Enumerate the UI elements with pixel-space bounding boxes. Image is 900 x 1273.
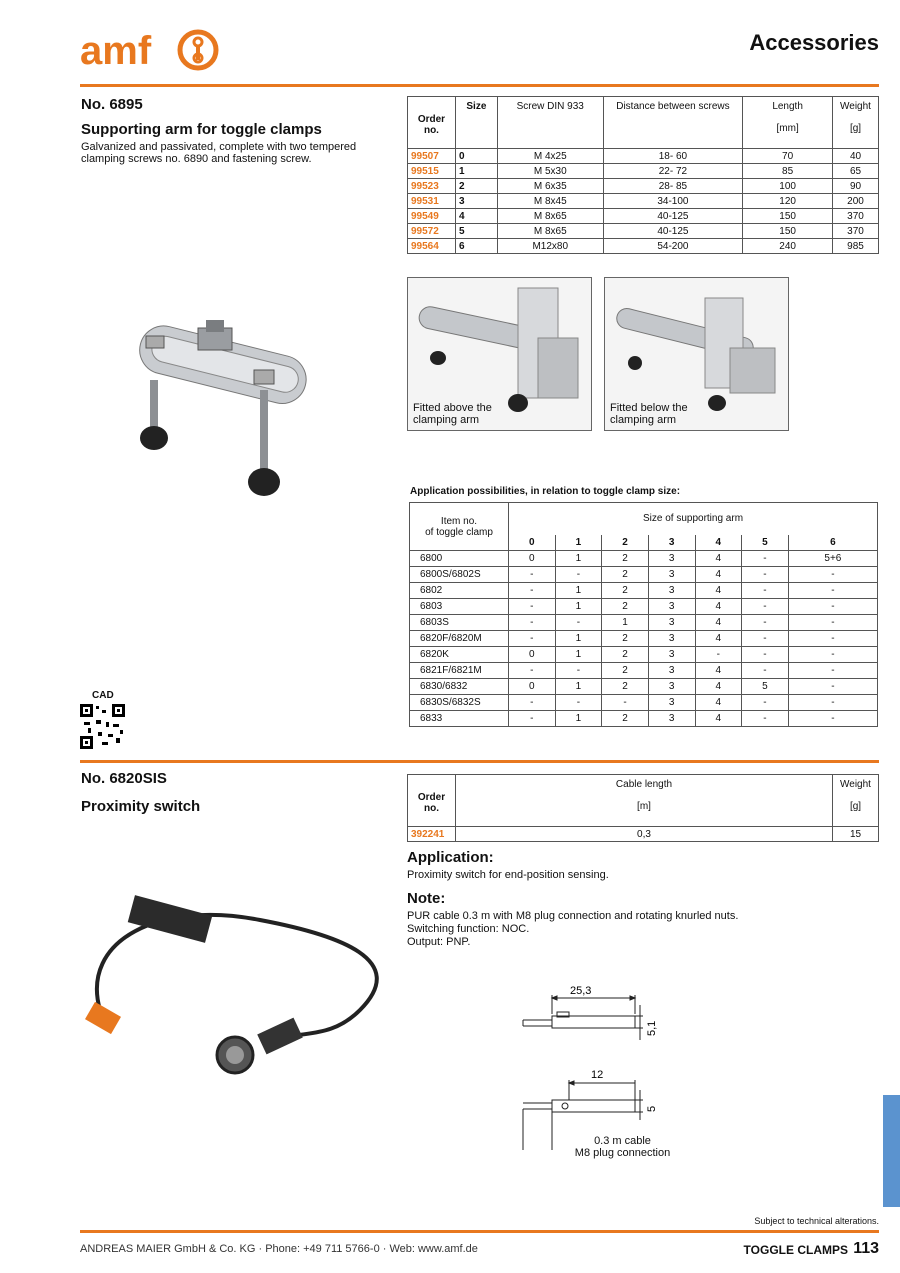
logo-text: amf xyxy=(80,29,152,73)
table-cell: - xyxy=(509,615,556,631)
product-description: Galvanized and passivated, complete with two tempered clamping screws no. 6890 and fastening screw. xyxy=(81,141,357,165)
table-cell: - xyxy=(788,631,877,647)
photo-fitted-below xyxy=(604,277,789,431)
table-cell: 3 xyxy=(648,663,695,679)
page-number: 113 xyxy=(853,1240,879,1257)
application-table xyxy=(409,502,878,727)
table-cell: 2 xyxy=(602,567,649,583)
table-cell: 3 xyxy=(648,695,695,711)
table-cell: 2 xyxy=(602,551,649,567)
table-row xyxy=(410,599,878,615)
table-cell: 4 xyxy=(695,695,742,711)
switch-cable-length: 0,3 xyxy=(456,827,833,842)
table-row xyxy=(410,583,878,599)
dim-5: 5 xyxy=(646,1105,658,1112)
table-cell: - xyxy=(742,615,789,631)
order-table-header xyxy=(408,97,879,149)
table-cell: - xyxy=(742,711,789,727)
table-cell: 4 xyxy=(695,711,742,727)
table-cell: - xyxy=(555,695,602,711)
table-cell: 65 xyxy=(833,164,879,179)
order-number[interactable]: 99564 xyxy=(408,239,456,254)
switch-order-no[interactable]: 392241 xyxy=(408,827,456,842)
table-cell: 54-200 xyxy=(603,239,743,254)
table-cell: 1 xyxy=(555,679,602,695)
switch-header-order: Order no. xyxy=(408,775,456,827)
table-cell: 40-125 xyxy=(603,224,743,239)
table-row xyxy=(408,224,879,239)
order-number[interactable]: 99507 xyxy=(408,149,456,164)
toggle-clamp-item: 6821F/6821M xyxy=(410,663,509,679)
caption-fitted-below: Fitted below the clamping arm xyxy=(610,402,688,426)
switch-weight: 15 xyxy=(833,827,879,842)
switch-table xyxy=(407,774,879,842)
table-cell: 1 xyxy=(555,647,602,663)
table-cell: 0 xyxy=(455,149,497,164)
table-cell: 4 xyxy=(695,631,742,647)
table-cell: - xyxy=(742,647,789,663)
product-number-6895: No. 6895 xyxy=(81,96,143,113)
table-cell: 4 xyxy=(695,583,742,599)
note-text: PUR cable 0.3 m with M8 plug connection and rotating knurled nuts. Switching function: NOC. Output: PNP. xyxy=(407,910,739,948)
table-row xyxy=(408,194,879,209)
table-cell: - xyxy=(788,567,877,583)
table-cell: 90 xyxy=(833,179,879,194)
table-cell: 2 xyxy=(602,631,649,647)
header-screw: Screw DIN 933 xyxy=(497,97,603,149)
table-cell: 1 xyxy=(602,615,649,631)
table-cell: - xyxy=(788,599,877,615)
toggle-clamp-item: 6833 xyxy=(410,711,509,727)
application-heading: Application: xyxy=(407,849,494,866)
toggle-clamp-item: 6830/6832 xyxy=(410,679,509,695)
size-col-header: 5 xyxy=(742,535,789,551)
table-cell: - xyxy=(788,583,877,599)
size-col-header: 1 xyxy=(555,535,602,551)
table-cell: 0 xyxy=(509,551,556,567)
order-number[interactable]: 99515 xyxy=(408,164,456,179)
table-cell: M 4x25 xyxy=(497,149,603,164)
header-distance: Distance between screws xyxy=(603,97,743,149)
table-cell: 0 xyxy=(509,647,556,663)
table-cell: 0 xyxy=(509,679,556,695)
table-cell: 3 xyxy=(648,583,695,599)
table-cell: 4 xyxy=(695,567,742,583)
table-cell: 4 xyxy=(695,663,742,679)
supporting-arm-image xyxy=(110,320,330,510)
table-cell: M 5x30 xyxy=(497,164,603,179)
table-cell: 28- 85 xyxy=(603,179,743,194)
table-cell: 5 xyxy=(455,224,497,239)
table-cell: 240 xyxy=(743,239,833,254)
toggle-clamp-item: 6800S/6802S xyxy=(410,567,509,583)
order-number[interactable]: 99531 xyxy=(408,194,456,209)
header-weight: Weight [g] xyxy=(833,97,879,149)
table-cell: 985 xyxy=(833,239,879,254)
table-cell: 3 xyxy=(648,551,695,567)
caption-fitted-above: Fitted above the clamping arm xyxy=(413,402,492,426)
table-cell: 150 xyxy=(743,209,833,224)
table-cell: - xyxy=(509,695,556,711)
table-cell: 18- 60 xyxy=(603,149,743,164)
app-header-item: Item no. of toggle clamp xyxy=(410,503,509,551)
table-cell: 3 xyxy=(648,567,695,583)
table-cell: 40 xyxy=(833,149,879,164)
product-title: Supporting arm for toggle clamps xyxy=(81,121,322,138)
table-row xyxy=(410,711,878,727)
size-col-header: 2 xyxy=(602,535,649,551)
table-cell: - xyxy=(788,711,877,727)
table-cell: - xyxy=(695,647,742,663)
app-header-size: Size of supporting arm xyxy=(509,503,878,535)
table-cell: - xyxy=(742,599,789,615)
table-cell: 3 xyxy=(648,647,695,663)
table-cell: 1 xyxy=(555,711,602,727)
table-row xyxy=(410,695,878,711)
toggle-clamp-item: 6820K xyxy=(410,647,509,663)
product-number-6820sis: No. 6820SIS xyxy=(81,770,167,787)
table-cell: - xyxy=(742,631,789,647)
table-row xyxy=(410,551,878,567)
table-cell: - xyxy=(742,695,789,711)
table-cell: M 6x35 xyxy=(497,179,603,194)
table-row xyxy=(408,239,879,254)
table-cell: 2 xyxy=(602,711,649,727)
toggle-clamp-item: 6802 xyxy=(410,583,509,599)
table-cell: 370 xyxy=(833,224,879,239)
table-cell: 2 xyxy=(455,179,497,194)
footer-rule xyxy=(80,1230,879,1233)
product-title-switch: Proximity switch xyxy=(81,798,201,815)
photo-fitted-above xyxy=(407,277,592,431)
header-length: Length [mm] xyxy=(743,97,833,149)
table-cell: - xyxy=(509,711,556,727)
table-cell: 5+6 xyxy=(788,551,877,567)
table-cell: M 8x65 xyxy=(497,209,603,224)
table-cell: 3 xyxy=(648,711,695,727)
table-cell: - xyxy=(509,663,556,679)
table-cell: 200 xyxy=(833,194,879,209)
table-cell: - xyxy=(788,615,877,631)
table-cell: - xyxy=(509,631,556,647)
table-cell: 40-125 xyxy=(603,209,743,224)
table-cell: - xyxy=(555,663,602,679)
table-cell: 1 xyxy=(555,599,602,615)
table-cell: - xyxy=(788,679,877,695)
drawing-label: 0.3 m cable M8 plug connection xyxy=(574,1135,671,1159)
section-rule xyxy=(80,760,879,763)
dim-length: 25,3 xyxy=(570,985,592,997)
proximity-switch-image xyxy=(80,880,400,1080)
header-rule xyxy=(80,84,879,87)
table-row xyxy=(410,615,878,631)
table-cell: 4 xyxy=(695,551,742,567)
table-cell: 2 xyxy=(602,647,649,663)
table-row xyxy=(410,647,878,663)
table-cell: 85 xyxy=(743,164,833,179)
table-cell: 6 xyxy=(455,239,497,254)
table-cell: - xyxy=(788,695,877,711)
table-cell: 4 xyxy=(695,615,742,631)
table-cell: 5 xyxy=(742,679,789,695)
table-cell: 150 xyxy=(743,224,833,239)
toggle-clamp-item: 6800 xyxy=(410,551,509,567)
footer-company: ANDREAS MAIER GmbH & Co. KG · Phone: +49 711 5766-0 · Web: www.amf.de xyxy=(80,1243,478,1255)
table-cell: 70 xyxy=(743,149,833,164)
switch-header-cable: Cable length [m] xyxy=(456,775,833,827)
toggle-clamp-item: 6820F/6820M xyxy=(410,631,509,647)
table-cell: - xyxy=(509,583,556,599)
table-row xyxy=(408,149,879,164)
table-cell: - xyxy=(742,583,789,599)
table-cell: - xyxy=(602,695,649,711)
table-cell: 120 xyxy=(743,194,833,209)
qr-code-icon[interactable] xyxy=(80,704,125,749)
table-cell: M 8x65 xyxy=(497,224,603,239)
table-cell: 34-100 xyxy=(603,194,743,209)
page-title: Accessories xyxy=(749,30,879,55)
size-col-header: 6 xyxy=(788,535,877,551)
table-cell: 4 xyxy=(695,679,742,695)
table-cell: - xyxy=(742,551,789,567)
order-number[interactable]: 99549 xyxy=(408,209,456,224)
order-number[interactable]: 99523 xyxy=(408,179,456,194)
table-cell: 1 xyxy=(555,551,602,567)
table-cell: 100 xyxy=(743,179,833,194)
amf-logo xyxy=(80,26,220,76)
table-cell: M 8x45 xyxy=(497,194,603,209)
table-cell: - xyxy=(555,567,602,583)
footer-section: TOGGLE CLAMPS xyxy=(743,1243,848,1257)
chapter-tab[interactable] xyxy=(883,1095,900,1207)
toggle-clamp-item: 6830S/6832S xyxy=(410,695,509,711)
table-cell: 4 xyxy=(455,209,497,224)
size-col-header: 3 xyxy=(648,535,695,551)
application-title: Application possibilities, in relation to toggle clamp size: xyxy=(410,486,681,497)
table-row xyxy=(410,663,878,679)
table-cell: 1 xyxy=(555,583,602,599)
table-cell: 2 xyxy=(602,599,649,615)
table-cell: 2 xyxy=(602,679,649,695)
table-cell: 22- 72 xyxy=(603,164,743,179)
table-row xyxy=(408,179,879,194)
switch-header-weight: Weight [g] xyxy=(833,775,879,827)
table-cell: 3 xyxy=(648,599,695,615)
table-cell: 4 xyxy=(695,599,742,615)
table-cell: - xyxy=(555,615,602,631)
table-cell: - xyxy=(788,647,877,663)
toggle-clamp-item: 6803 xyxy=(410,599,509,615)
table-cell: - xyxy=(509,567,556,583)
table-cell: 2 xyxy=(602,583,649,599)
table-cell: - xyxy=(742,567,789,583)
order-number[interactable]: 99572 xyxy=(408,224,456,239)
size-col-header: 0 xyxy=(509,535,556,551)
table-cell: 1 xyxy=(455,164,497,179)
dim-12: 12 xyxy=(591,1069,604,1081)
table-row xyxy=(408,209,879,224)
table-cell: - xyxy=(742,663,789,679)
table-row xyxy=(410,567,878,583)
table-cell: 370 xyxy=(833,209,879,224)
table-cell: 3 xyxy=(648,631,695,647)
size-col-header: 4 xyxy=(695,535,742,551)
table-row xyxy=(410,679,878,695)
table-cell: 2 xyxy=(602,663,649,679)
table-row xyxy=(410,631,878,647)
footer-note: Subject to technical alterations. xyxy=(754,1216,879,1226)
header-size: Size xyxy=(455,97,497,149)
order-table xyxy=(407,96,879,254)
note-heading: Note: xyxy=(407,890,446,907)
table-cell: 3 xyxy=(455,194,497,209)
table-cell: 1 xyxy=(555,631,602,647)
table-cell: - xyxy=(509,599,556,615)
table-row xyxy=(408,164,879,179)
table-cell: M12x80 xyxy=(497,239,603,254)
cad-label: CAD xyxy=(92,690,114,701)
application-text: Proximity switch for end-position sensing. xyxy=(407,869,609,881)
toggle-clamp-item: 6803S xyxy=(410,615,509,631)
header-order-no: Order no. xyxy=(408,97,456,149)
table-cell: 3 xyxy=(648,679,695,695)
dim-height: 5,1 xyxy=(646,1020,658,1036)
table-cell: - xyxy=(788,663,877,679)
table-cell: 3 xyxy=(648,615,695,631)
table-row xyxy=(408,827,879,842)
